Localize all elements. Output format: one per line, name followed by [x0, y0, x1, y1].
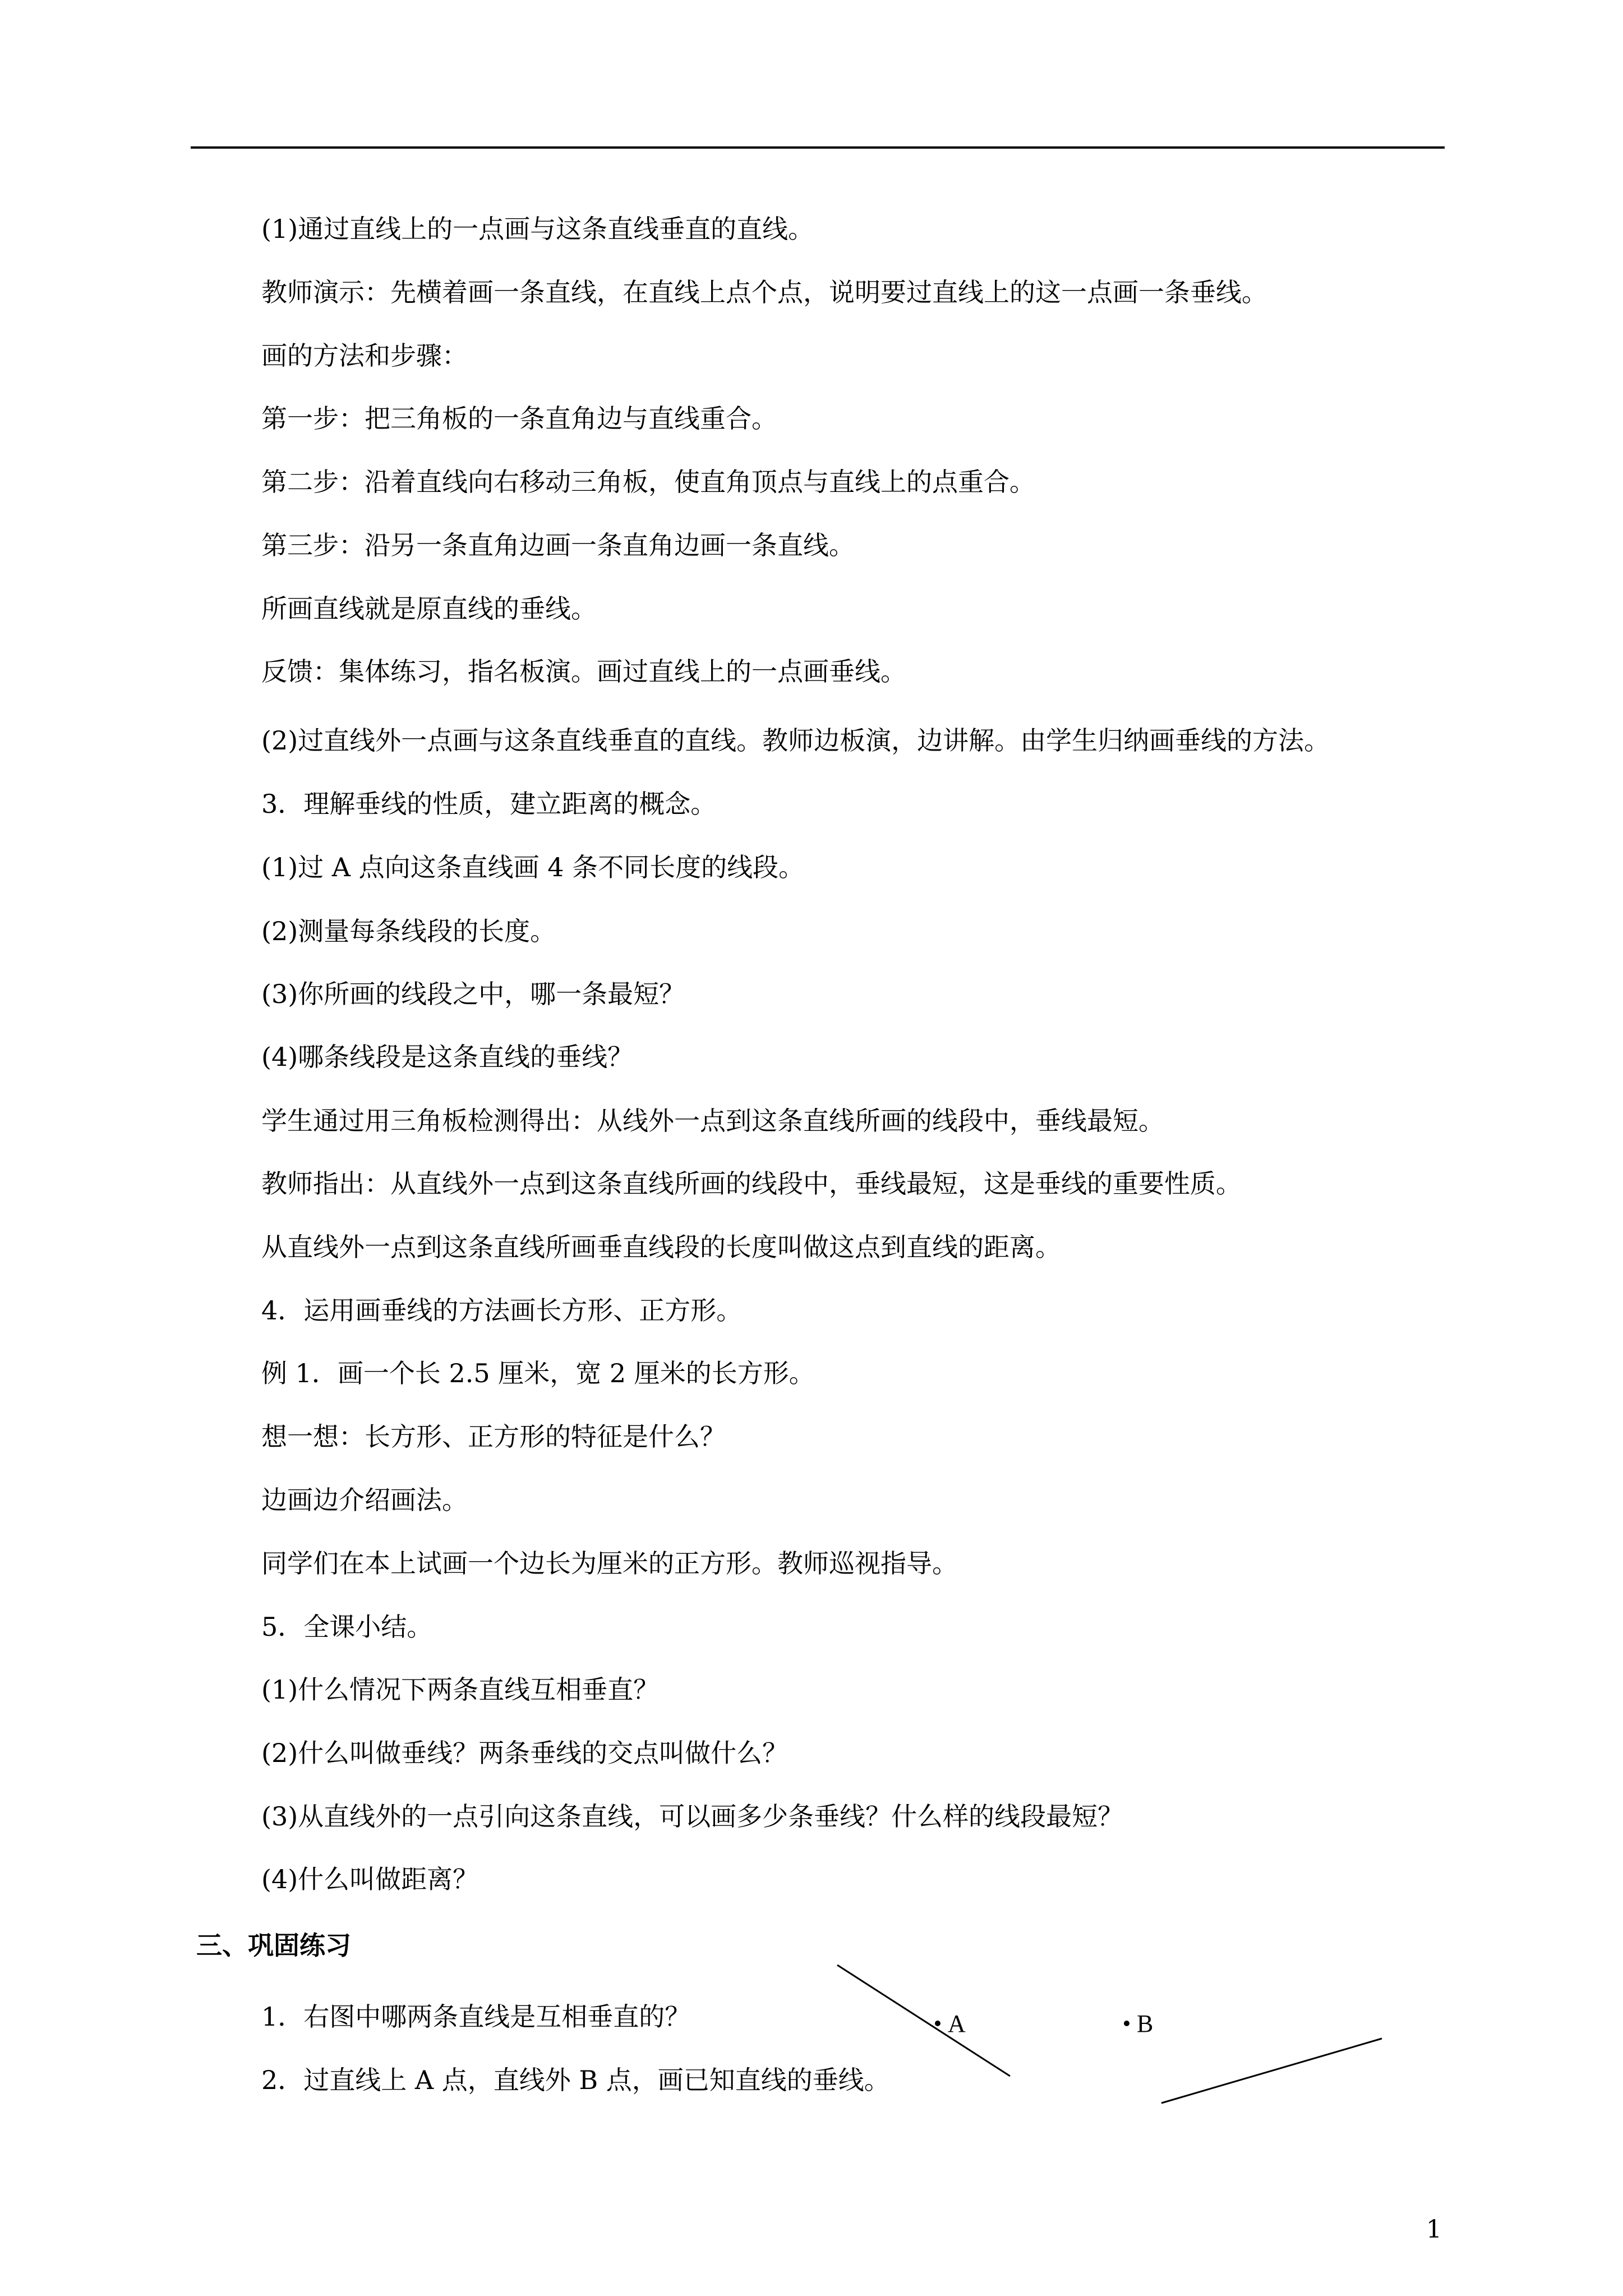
figure-line-1	[837, 1965, 1010, 2076]
text-line: 3．理解垂线的性质，建立距离的概念。	[261, 789, 717, 819]
text-line: 教师演示：先横着画一条直线，在直线上点个点，说明要过直线上的这一点画一条垂线。	[261, 277, 1267, 307]
text-line: (4)什么叫做距离？	[261, 1864, 479, 1894]
exercise-item: 2．过直线上 A 点，直线外 B 点，画已知直线的垂线。	[261, 2065, 890, 2095]
text-line: 边画边介绍画法。	[261, 1485, 468, 1515]
text-line: (2)测量每条线段的长度。	[261, 916, 556, 946]
text-line: 学生通过用三角板检测得出：从线外一点到这条直线所画的线段中，垂线最短。	[261, 1106, 1164, 1136]
exercise-item: 1．右图中哪两条直线是互相垂直的？	[261, 2001, 691, 2032]
text-line: 反馈：集体练习，指名板演。画过直线上的一点画垂线。	[261, 656, 906, 687]
text-line: (4)哪条线段是这条直线的垂线？	[261, 1042, 634, 1072]
text-line: (1)通过直线上的一点画与这条直线垂直的直线。	[261, 214, 814, 244]
text-line: 第三步：沿另一条直角边画一条直角边画一条直线。	[261, 530, 855, 560]
text-line: (3)你所画的线段之中，哪一条最短？	[261, 979, 685, 1009]
text-line: 画的方法和步骤：	[261, 341, 468, 371]
text-line: 4．运用画垂线的方法画长方形、正方形。	[261, 1295, 743, 1326]
text-line: 所画直线就是原直线的垂线。	[261, 593, 597, 624]
text-line: 第二步：沿着直线向右移动三角板，使直角顶点与直线上的点重合。	[261, 467, 1035, 497]
text-line: (1)过 A 点向这条直线画 4 条不同长度的线段。	[261, 852, 805, 882]
text-line: 同学们在本上试画一个边长为厘米的正方形。教师巡视指导。	[261, 1548, 958, 1579]
text-line: 想一想：长方形、正方形的特征是什么？	[261, 1421, 726, 1452]
figure-line-2	[1161, 2039, 1382, 2103]
text-line: (1)什么情况下两条直线互相垂直？	[261, 1674, 660, 1705]
point-a-dot	[935, 2021, 940, 2026]
point-a-label: A	[948, 2010, 966, 2037]
text-line: 从直线外一点到这条直线所画垂直线段的长度叫做这点到直线的距离。	[261, 1232, 1061, 1262]
text-line: (3)从直线外的一点引向这条直线，可以画多少条垂线？什么样的线段最短？	[261, 1801, 1124, 1832]
point-b-label: B	[1137, 2010, 1154, 2037]
section-heading: 三、巩固练习	[196, 1930, 351, 1961]
text-line: 教师指出：从直线外一点到这条直线所画的线段中，垂线最短，这是垂线的重要性质。	[261, 1168, 1242, 1199]
text-line: (2)过直线外一点画与这条直线垂直的直线。教师边板演，边讲解。由学生归纳画垂线的方法。	[261, 725, 1330, 756]
text-line: 5．全课小结。	[261, 1612, 433, 1642]
text-line: 例 1．画一个长 2.5 厘米，宽 2 厘米的长方形。	[261, 1358, 815, 1388]
text-line: (2)什么叫做垂线？两条垂线的交点叫做什么？	[261, 1738, 789, 1768]
text-line: 第一步：把三角板的一条直角边与直线重合。	[261, 403, 777, 434]
page-number: 1	[1426, 2215, 1442, 2244]
point-b-dot	[1124, 2021, 1129, 2026]
